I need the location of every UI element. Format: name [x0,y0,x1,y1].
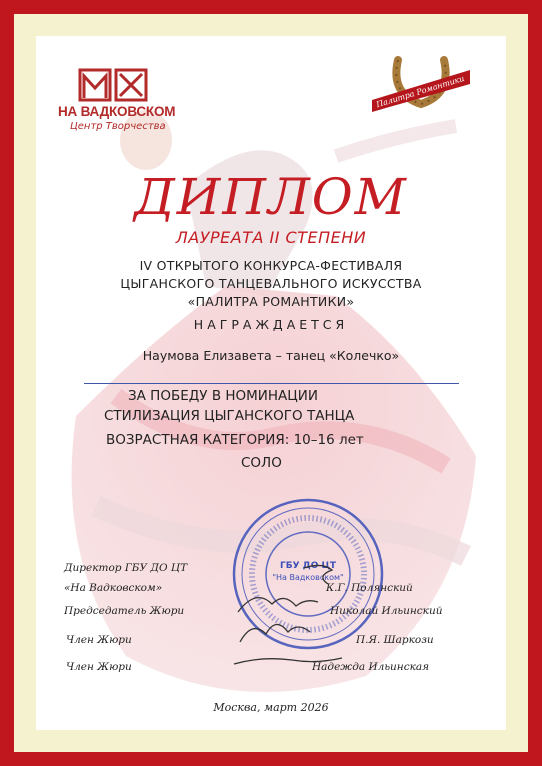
signatory-2-name: Николай Ильинский [330,605,443,617]
signatory-3-role: Член Жюри [66,634,132,646]
divider-line [84,383,459,384]
org-logo-icon [78,68,150,102]
signatory-4-role: Член Жюри [66,661,132,673]
signatory-3-name: П.Я. Шаркози [356,634,434,646]
festival-horseshoe-logo-icon [370,54,472,114]
contest-line-2: ЦЫГАНСКОГО ТАНЦЕВАЛЬНОГО ИСКУССТВА [120,276,422,291]
nomination-line-2: СТИЛИЗАЦИЯ ЦЫГАНСКОГО ТАНЦА [104,408,355,424]
diploma-subtitle: ЛАУРЕАТА II СТЕПЕНИ [175,228,367,247]
nomination-line-1: ЗА ПОБЕДУ В НОМИНАЦИИ [128,388,318,404]
stamp-line-1: ГБУ ДО ЦТ [280,561,336,571]
contest-line-1: IV ОТКРЫТОГО КОНКУРСА-ФЕСТИВАЛЯ [139,258,403,273]
svg-text:Палитра Романтики: Палитра Романтики [375,73,466,110]
diploma-title: ДИПЛОМ [134,168,408,226]
org-subtitle: Центр Творчества [70,121,166,132]
place-date: Москва, март 2026 [213,701,329,714]
nomination-line-4: СОЛО [241,455,282,471]
contest-line-3: «ПАЛИТРА РОМАНТИКИ» [187,294,355,309]
signatory-1-name: К.Г. Полянский [326,582,413,594]
stamp-line-2: "На Вадковском" [272,573,344,582]
signatory-1-role-line-2: «На Вадковском» [64,582,163,594]
awarded-heading: НАГРАЖДАЕТСЯ [193,317,349,332]
laureate-name: Наумова Елизавета – танец «Колечко» [142,348,400,363]
nomination-line-3: ВОЗРАСТНАЯ КАТЕГОРИЯ: 10–16 лет [106,432,364,448]
org-name: НА ВАДКОВСКОМ [58,104,176,119]
signatory-4-name: Надежда Ильинская [312,661,430,673]
signatory-1-role: Директор ГБУ ДО ЦТ [64,562,188,574]
signatory-2-role: Председатель Жюри [64,605,185,617]
